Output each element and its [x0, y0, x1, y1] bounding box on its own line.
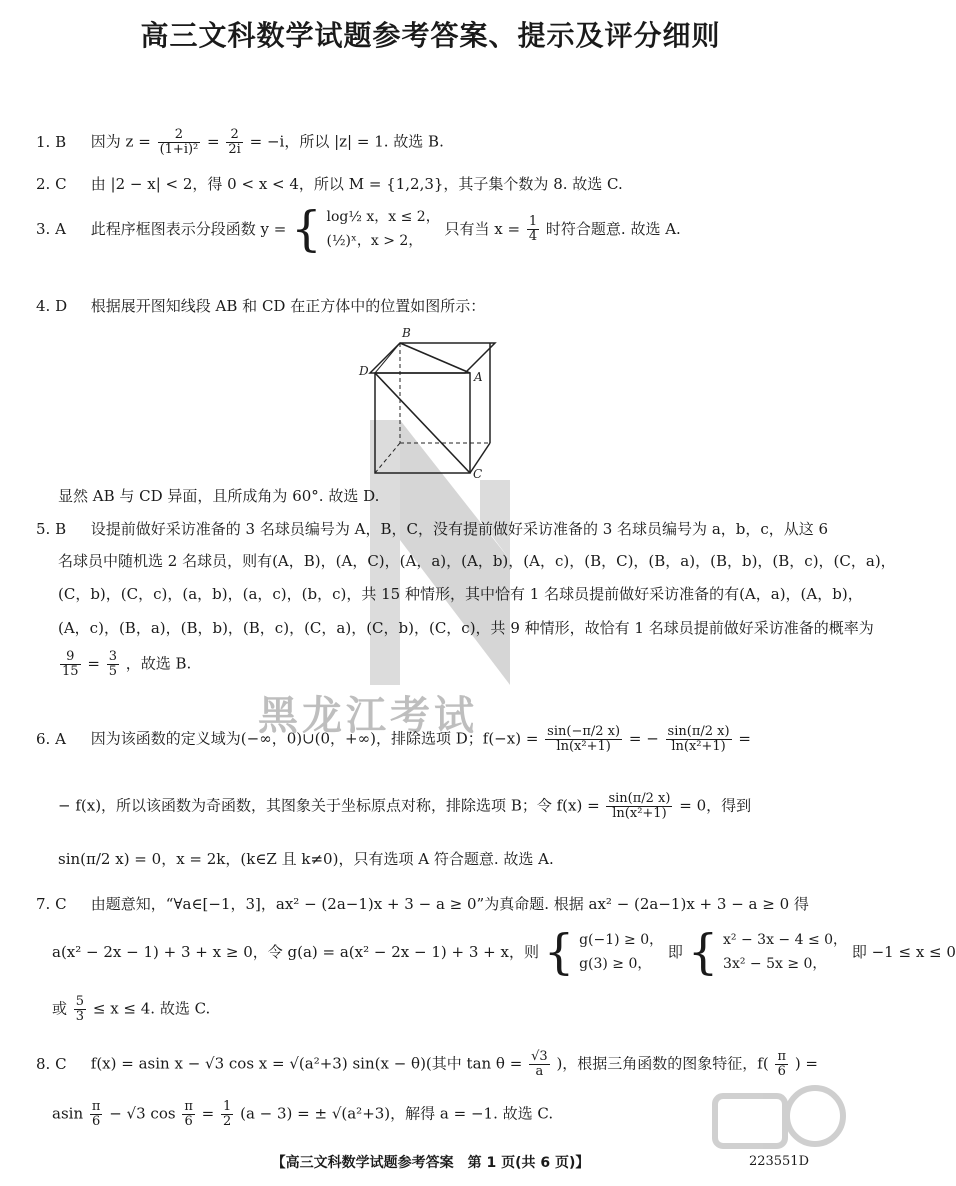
answer-5-result [58, 650, 858, 679]
answer-text: a(x² − 2x − 1) + 3 + x ≥ 0，令 g(a) = a(x² − 2x − 1) + 3 + x，则 [52, 943, 539, 961]
answer-text: 即 [667, 943, 683, 961]
piecewise-cases: log½ x，x ≤ 2， (½)ˣ，x > 2， [326, 209, 440, 249]
fraction: $\frac{9}{15}$ [62, 649, 79, 679]
answer-2 [36, 173, 836, 195]
answer-text: = 0，得到 [679, 796, 752, 815]
fraction: $\frac{5}{3}$ [75, 994, 85, 1024]
answer-7-result [52, 995, 852, 1024]
answer-7 [36, 893, 836, 915]
answer-text: 此程序框图表示分段函数 y = [90, 220, 287, 238]
page-footer: 【高三文科数学试题参考答案 第 1 页(共 6 页)】 [271, 1155, 590, 1171]
answer-1 [36, 128, 836, 157]
system-cases: g(−1) ≥ 0， g(3) ≥ 0， [579, 932, 664, 972]
answer-6-line [58, 792, 858, 821]
answer-text: 只有当 x = [444, 220, 521, 238]
question-number: 3. A [36, 220, 66, 238]
answer-6-line: sin(π/2 x) = 0，x = 2k，(k∈Z 且 k≠0)，只有选项 A 符合题意. 故选 A. [58, 850, 554, 868]
answer-text: 即 −1 ≤ x ≤ 0 [851, 943, 956, 961]
fraction: $\frac{\pi}{6}$ [777, 1049, 787, 1079]
answer-5 [36, 518, 836, 540]
answer-text: ≤ x ≤ 4. 故选 C. [92, 999, 211, 1018]
label-D: D [359, 364, 369, 378]
answer-text: 因为 z = [90, 132, 151, 151]
answer-5-line: (A，c)，(B，a)，(B，b)，(B，c)，(C，a)，(C，b)，(C，c)，共 9 种情形，故恰有 1 名球员提前做好采访准备的概率为 [58, 619, 874, 637]
system-cases: x² − 3x − 4 ≤ 0， 3x² − 5x ≥ 0， [723, 932, 848, 972]
fraction: $\frac{2}{\text{(1+i)²}}$ [159, 127, 199, 157]
answer-6 [36, 725, 836, 754]
fraction: $\frac{\pi}{6}$ [184, 1099, 193, 1129]
fraction: $\frac{3}{5}$ [108, 649, 117, 679]
answer-text: − √3 cos [109, 1104, 176, 1123]
answer-text: = − [628, 729, 659, 748]
answer-text: 时符合题意. 故选 A. [545, 220, 681, 238]
answer-text: ，故选 B. [125, 654, 192, 673]
brace: { [543, 924, 575, 980]
question-number: 4. D [36, 297, 68, 315]
label-B: B [402, 326, 411, 340]
fraction: $\frac{\sin(\pi/2 x)}{\text{ln(x²+1)}}$ [667, 724, 730, 754]
answer-text: 根据展开图知线段 AB 和 CD 在正方体中的位置如图所示： [90, 297, 486, 315]
label-C: C [473, 467, 483, 481]
fraction: $\frac{2}{2i}$ [228, 127, 241, 157]
answer-4 [36, 295, 836, 317]
answer-text: − f(x)，所以该函数为奇函数，其图象关于坐标原点对称，排除选项 B；令 f(x) = [58, 796, 600, 815]
question-number: 7. C [36, 895, 67, 913]
answer-text: asin [52, 1104, 84, 1123]
question-number: 6. A [36, 729, 66, 748]
question-number: 1. B [36, 132, 67, 151]
answer-4-conclusion: 显然 AB 与 CD 异面，且所成角为 60°. 故选 D. [58, 487, 380, 505]
brace: { [291, 201, 322, 257]
answer-5-line: 名球员中随机选 2 名球员，则有(A，B)，(A，C)，(A，a)，(A，b)，(A，c)，(B，C)，(B，a)，(B，b)，(B，c)，(C，a)， [58, 552, 896, 570]
fraction: $\frac{\sin(-\pi/2 x)}{\text{ln(x²+1)}}$ [547, 724, 621, 754]
answer-8 [36, 1050, 836, 1079]
answer-text: 因为该函数的定义域为(−∞，0)∪(0，+∞)，排除选项 D；f(−x) = [90, 729, 539, 748]
label-A: A [474, 370, 483, 384]
fraction: $\frac{1}{2}$ [223, 1099, 232, 1129]
answer-text: 由 |2 − x| < 2，得 0 < x < 4，所以 M = {1,2,3}，其子集个数为 8. 故选 C. [90, 175, 623, 193]
brace: { [687, 924, 719, 980]
fraction: $\frac{1}{4}$ [528, 213, 538, 244]
answer-text: )，根据三角函数的图象特征，f( [556, 1054, 769, 1073]
fraction: $\frac{\sin(\pi/2 x)}{\text{ln(x²+1)}}$ [608, 791, 671, 821]
equals-sign: = [207, 132, 220, 151]
equals-sign: ) = [794, 1054, 819, 1073]
page-title: 高三文科数学试题参考答案、提示及评分细则 [140, 19, 721, 52]
answer-text: 设提前做好采访准备的 3 名球员编号为 A，B，C，没有提前做好采访准备的 3 名球员编号为 a，b，c，从这 6 [90, 520, 829, 538]
fraction: $\frac{√3}{a}$ [531, 1049, 548, 1079]
answer-7-line [52, 924, 956, 984]
answer-text: (a − 3) = ± √(a²+3)，解得 a = −1. 故选 C. [240, 1104, 554, 1123]
question-number: 2. C [36, 175, 67, 193]
document-code: 223551D [748, 1154, 809, 1169]
fraction: $\frac{\pi}{6}$ [91, 1099, 101, 1129]
answer-3 [36, 201, 836, 275]
answer-text: 由题意知，“∀a∈[−1，3]，ax² − (2a−1)x + 3 − a ≥ 0”为真命题. 根据 ax² − (2a−1)x + 3 − a ≥ 0 得 [90, 895, 809, 913]
equals-sign: = [87, 654, 100, 673]
answer-5-line: (C，b)，(C，c)，(a，b)，(a，c)，(b，c)，共 15 种情形，其中恰有 1 名球员提前做好采访准备的有(A，a)，(A，b)， [58, 585, 863, 603]
answer-text: 或 [52, 999, 68, 1018]
equals-sign: = [738, 729, 751, 748]
answer-text: f(x) = asin x − √3 cos x = √(a²+3) sin(x − θ)(其中 tan θ = [90, 1054, 523, 1073]
answer-text: = −i，所以 |z| = 1. 故选 B. [249, 132, 444, 151]
watermark-text: 黑龙江考试 [258, 693, 478, 739]
equals-sign: = [201, 1104, 215, 1123]
question-number: 8. C [36, 1054, 67, 1073]
cube-figure [355, 325, 490, 480]
question-number: 5. B [36, 520, 67, 538]
